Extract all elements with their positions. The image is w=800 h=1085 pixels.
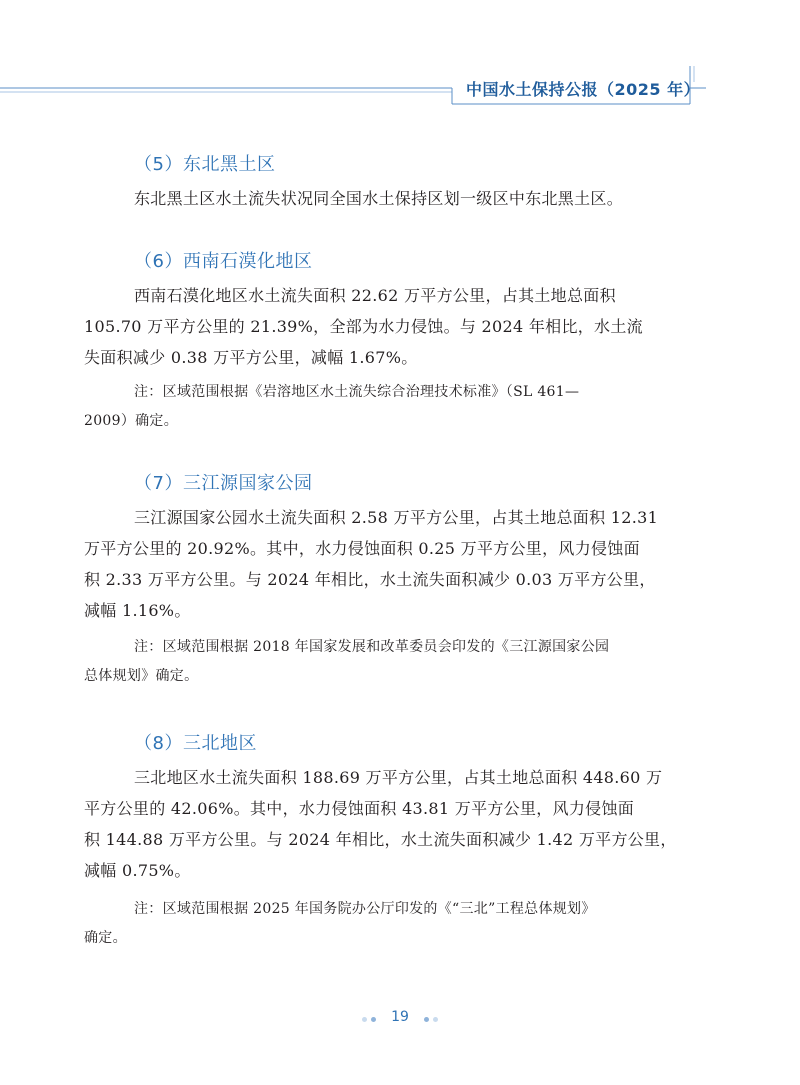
page-number: 19 <box>391 1009 409 1025</box>
page-dot-icon <box>433 1017 438 1022</box>
section-7-line: 万平方公里的 20.92%。其中，水力侵蚀面积 0.25 万平方公里，风力侵蚀面 <box>84 539 640 558</box>
section-6-line: 西南石漠化地区水土流失面积 22.62 万平方公里，占其土地总面积 <box>134 286 616 305</box>
section-6-line: 105.70 万平方公里的 21.39%，全部为水力侵蚀。与 2024 年相比，水土流 <box>84 317 643 336</box>
page-dot-icon <box>362 1017 367 1022</box>
section-7-line: 积 2.33 万平方公里。与 2024 年相比，水土流失面积减少 0.03 万平方公里， <box>84 570 656 589</box>
section-7-note: 总体规划》确定。 <box>84 668 199 684</box>
section-7-line: 三江源国家公园水土流失面积 2.58 万平方公里，占其土地总面积 12.31 <box>134 508 659 527</box>
section-5-line: 东北黑土区水土流失状况同全国水土保持区划一级区中东北黑土区。 <box>134 189 624 208</box>
section-8-line: 平方公里的 42.06%。其中，水力侵蚀面积 43.81 万平方公里，风力侵蚀面 <box>84 799 635 818</box>
section-8-line: 三北地区水土流失面积 188.69 万平方公里，占其土地总面积 448.60 万 <box>134 768 663 787</box>
section-6-line: 失面积减少 0.38 万平方公里，减幅 1.67%。 <box>84 348 418 367</box>
section-7-line: 减幅 1.16%。 <box>84 601 191 620</box>
section-8-line: 减幅 0.75%。 <box>84 861 191 880</box>
section-8-line: 积 144.88 万平方公里。与 2024 年相比，水土流失面积减少 1.42 万平方公里， <box>84 830 677 849</box>
page-dot-icon <box>371 1017 376 1022</box>
section-heading-6: （6）西南石漠化地区 <box>134 251 313 272</box>
section-heading-8: （8）三北地区 <box>134 733 257 754</box>
section-7-note: 注：区域范围根据 2018 年国家发展和改革委员会印发的《三江源国家公园 <box>134 639 610 655</box>
section-8-note: 注：区域范围根据 2025 年国务院办公厅印发的《“三北”工程总体规划》 <box>134 901 596 917</box>
section-6-note: 注：区域范围根据《岩溶地区水土流失综合治理技术标准》（SL 461— <box>134 384 580 400</box>
section-heading-5: （5）东北黑土区 <box>134 154 276 175</box>
page-dot-icon <box>424 1017 429 1022</box>
section-8-note: 确定。 <box>84 930 127 946</box>
section-6-note: 2009）确定。 <box>84 413 179 429</box>
section-heading-7: （7）三江源国家公园 <box>134 473 313 494</box>
header-title: 中国水土保持公报（2025 年） <box>466 80 701 99</box>
